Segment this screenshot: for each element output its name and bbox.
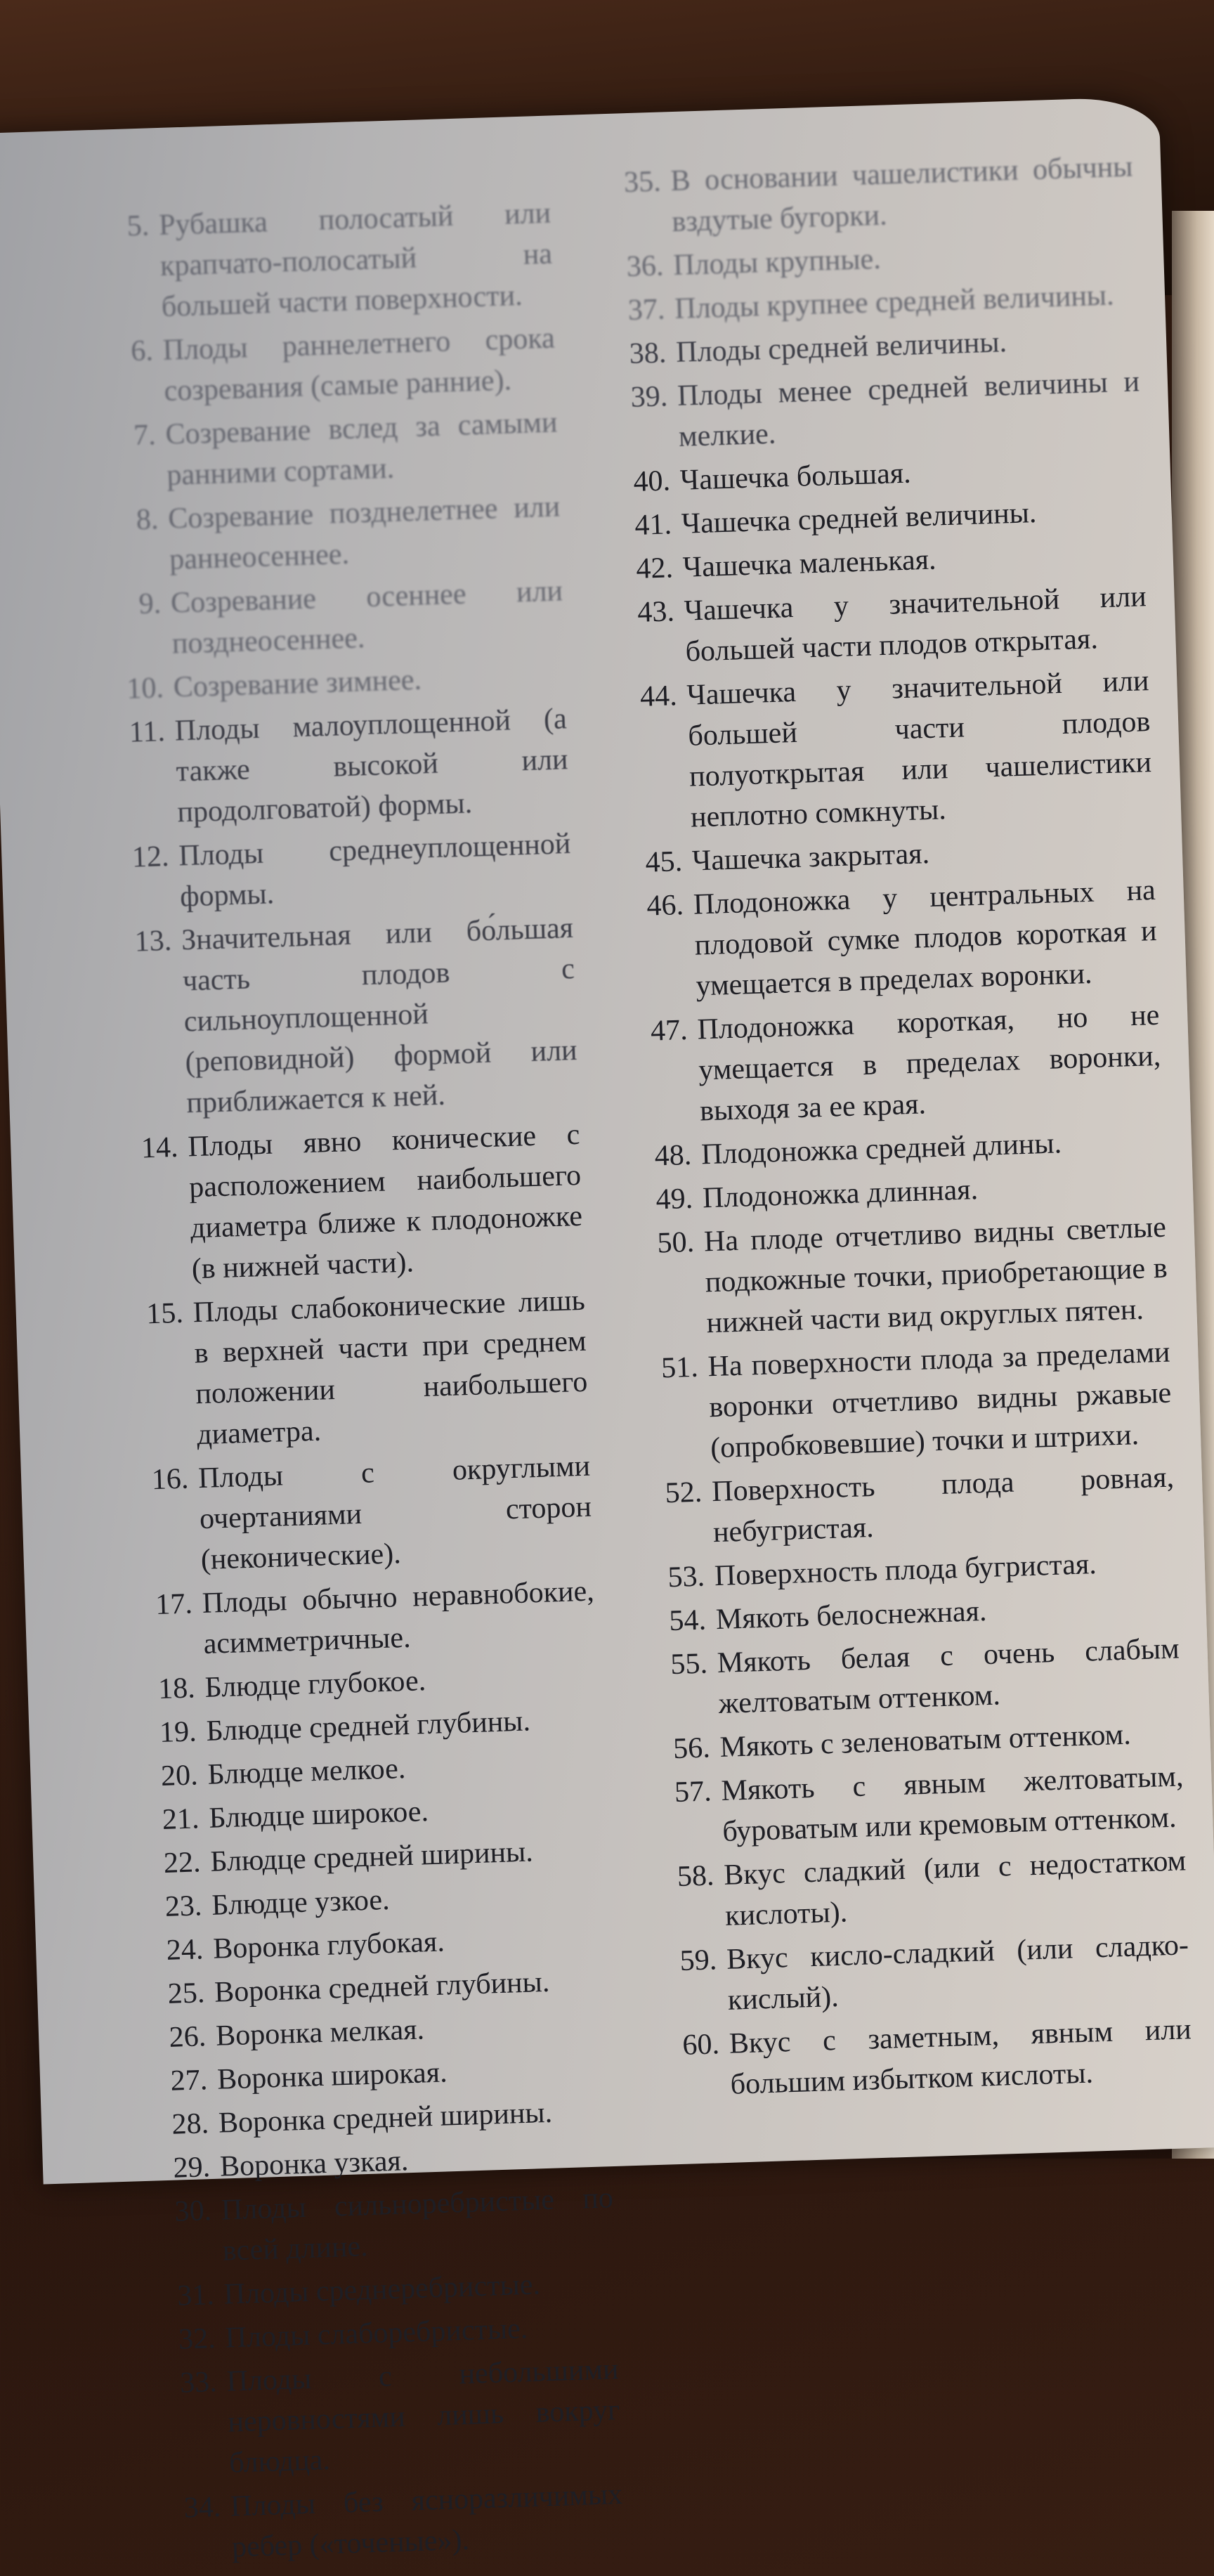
item-text: Мякоть с явным желтоватым, буроватым или кремовым оттенком. (720, 1760, 1184, 1848)
item-text: Плоды явно конические с расположением наибольшего диаметра ближе к плодоножке (в нижней части). (187, 1118, 583, 1286)
item-text: Блюдце широкое. (208, 1795, 429, 1835)
item-text: Вкус кисло-сладкий (или сладко-кислый). (726, 1929, 1189, 2017)
list-item (625, 995, 1163, 1134)
item-text: Плодоножка длинная. (702, 1173, 979, 1215)
list-item (657, 2009, 1193, 2107)
item-text: Плоды слабоконические лишь в верхней части при среднем положении наибольшего диаметра. (192, 1284, 588, 1452)
left-column (86, 193, 624, 2573)
item-number: 45. (644, 845, 683, 879)
item-number: 5. (126, 209, 150, 243)
item-number: 51. (660, 1351, 699, 1385)
item-text: Плоды крупнее средней величины. (674, 279, 1115, 326)
list-item (98, 571, 564, 667)
item-text: Вкус с заметным, явным или большим избытком кислоты. (729, 2013, 1192, 2101)
item-text: Плоды крупные. (672, 242, 882, 282)
item-text: Плоды среднеуплощенной формы. (178, 828, 571, 913)
item-number: 39. (630, 380, 668, 415)
item-number: 52. (665, 1476, 703, 1510)
item-number: 22. (163, 1846, 202, 1880)
item-text: Рубашка полосатый или крапчато-полосатый на большей части поверхности. (158, 197, 553, 323)
item-number: 49. (655, 1182, 693, 1216)
list-item (652, 1840, 1188, 1939)
list-item (149, 2178, 615, 2274)
list-item (93, 402, 559, 498)
item-text: Плоды с небольшими неровностями лишь вокруг блюдца. (226, 2353, 620, 2480)
item-text: Плоды малоуплощенной (а также высокой или продолговатой) формы. (174, 703, 569, 829)
item-number: 38. (629, 337, 667, 371)
item-text: Чашечка закрытая. (691, 838, 930, 878)
item-number: 48. (653, 1138, 692, 1173)
list-item (126, 1446, 593, 1583)
item-text: Плоды сильноребристые по всей длине. (221, 2182, 614, 2268)
item-text: Плоды средней величины. (675, 326, 1007, 369)
list-item (96, 486, 562, 583)
item-text: Плоды без ясноразличимых ребер («точеные»). (230, 2478, 623, 2564)
list-item (91, 318, 556, 414)
item-number: 30. (174, 2194, 212, 2228)
item-text: Поверхность плода бугристая. (714, 1548, 1097, 1593)
list-item (103, 698, 570, 835)
item-text: Воронка узкая. (219, 2145, 409, 2183)
item-number: 47. (650, 1013, 688, 1048)
list-item (621, 870, 1158, 1009)
item-number: 59. (679, 1944, 717, 1977)
item-text: В основании чашелистики обычны вздутые бугорки. (670, 150, 1134, 239)
list-item (639, 1457, 1175, 1556)
item-number: 57. (674, 1775, 712, 1809)
item-number: 36. (626, 249, 665, 284)
item-text: Созревание зимнее. (173, 663, 422, 704)
item-text: Мякоть с зеленоватым оттенком. (719, 1718, 1132, 1764)
item-text: Чашечка у значительной или большей части плодов полуоткрытая или чашелистики неплотно сомкнуты. (686, 665, 1152, 834)
item-number: 19. (159, 1715, 197, 1750)
list-item (632, 1207, 1169, 1346)
list-item (86, 193, 554, 330)
item-number: 54. (668, 1604, 707, 1638)
item-text: Блюдце глубокое. (204, 1665, 426, 1704)
item-text: Плоды слаборебристые. (225, 2312, 528, 2355)
item-number: 23. (164, 1889, 203, 1923)
item-text: Мякоть белоснежная. (715, 1594, 988, 1637)
item-number: 33. (179, 2365, 218, 2400)
list-item (130, 1571, 596, 1667)
item-number: 10. (126, 672, 164, 705)
item-text: Блюдце средней ширины. (209, 1835, 534, 1878)
item-number: 16. (151, 1462, 190, 1497)
item-text: Чашечка у значительной или большей части плодов открытая. (684, 580, 1147, 668)
item-text: Воронка средней глубины. (214, 1965, 550, 2009)
item-number: 15. (145, 1296, 184, 1331)
item-number: 58. (677, 1859, 715, 1893)
item-number: 11. (129, 715, 166, 749)
item-number: 21. (162, 1802, 200, 1836)
list-item (116, 1114, 585, 1292)
list-item (109, 908, 579, 1126)
item-number: 18. (157, 1672, 196, 1706)
item-text: Плодоножка у центральных на плодовой сумке плодов короткая и умещается в пределах воронки. (693, 873, 1158, 1003)
item-text: Вкус сладкий (или с недостатком кислоты). (723, 1845, 1187, 1932)
list-item (121, 1280, 589, 1458)
item-text: Значительная или бо́льшая часть плодов с сильноуплощенной (реповидной) формой или приближается к ней. (181, 911, 578, 1120)
item-number: 34. (183, 2490, 221, 2525)
item-text: Плоды обычно неравнобокие, асимметричные. (202, 1575, 595, 1661)
item-text: Плоды среднеребристые. (223, 2268, 541, 2311)
item-number: 56. (672, 1731, 711, 1766)
item-number: 29. (172, 2151, 211, 2185)
item-number: 60. (681, 2028, 720, 2062)
list-item (158, 2474, 624, 2570)
item-text: Блюдце средней глубины. (205, 1705, 531, 1748)
item-number: 9. (138, 587, 162, 621)
item-number: 8. (136, 503, 159, 537)
item-number: 55. (670, 1647, 708, 1681)
item-text: Плоды раннелетнего срока созревания (самые ранние). (162, 322, 556, 408)
list-item (645, 1628, 1181, 1726)
list-item (155, 2349, 622, 2486)
item-text: Созревание осеннее или позднеосеннее. (170, 575, 563, 661)
item-number: 46. (646, 889, 684, 923)
item-number: 44. (639, 679, 678, 713)
item-number: 14. (141, 1131, 179, 1165)
item-number: 42. (635, 552, 674, 585)
item-number: 53. (667, 1560, 705, 1594)
item-number: 28. (171, 2107, 209, 2141)
item-number: 13. (134, 924, 172, 958)
item-text: Воронка средней ширины. (218, 2096, 553, 2140)
item-text: Плодоножка средней длины. (700, 1127, 1062, 1171)
list-item (636, 1332, 1173, 1471)
item-number: 24. (166, 1933, 204, 1967)
item-text: Блюдце узкое. (211, 1883, 391, 1922)
item-text: Плоды с округлыми очертаниями сторон (неконические). (197, 1450, 592, 1577)
list-item (599, 146, 1135, 245)
item-number: 40. (632, 464, 671, 498)
item-text: Чашечка маленькая. (682, 543, 937, 584)
item-number: 26. (169, 2020, 207, 2054)
item-text: Созревание позднелетнее или раннеосеннее. (167, 490, 561, 576)
item-number: 35. (623, 165, 662, 200)
item-number: 7. (133, 419, 157, 453)
item-number: 43. (637, 595, 675, 629)
item-text: Плодоножка короткая, но не умещается в пределах воронки, выходя за ее края. (696, 998, 1161, 1128)
list-item (654, 1925, 1190, 2023)
list-item (612, 576, 1148, 675)
item-text: Чашечка средней величины. (681, 496, 1037, 540)
item-number: 31. (176, 2279, 215, 2312)
item-number: 41. (634, 508, 672, 542)
item-text: На поверхности плода за пределами воронки отчетливо видны ржавые (опробковевшие) точки и штрихи. (707, 1336, 1172, 1465)
item-number: 12. (131, 840, 170, 874)
item-text: Чашечка большая. (679, 457, 912, 497)
item-text: Мякоть белая с очень слабым желтоватым оттенком. (717, 1632, 1180, 1721)
list-item (615, 661, 1154, 840)
item-number: 25. (167, 1977, 206, 2010)
item-number: 17. (155, 1587, 193, 1622)
book-page (0, 96, 1214, 2564)
item-text: Воронка мелкая. (215, 2013, 425, 2053)
list-item (605, 361, 1141, 460)
item-text: Воронка глубокая. (212, 1925, 445, 1965)
item-number: 27. (169, 2064, 208, 2097)
item-text: Созревание вслед за самыми ранними сортами. (164, 406, 559, 492)
item-text: На плоде отчетливо видны светлые подкожные точки, приобретающие в нижней части вид округлых пятен. (703, 1211, 1168, 1340)
right-column (599, 146, 1194, 2110)
item-text: Воронка широкая. (216, 2056, 448, 2096)
item-text: Блюдце мелкое. (207, 1752, 406, 1791)
list-item (649, 1756, 1185, 1854)
item-number: 6. (130, 334, 154, 368)
item-number: 20. (160, 1759, 199, 1793)
list-item (107, 824, 573, 920)
item-text: Плоды менее средней величины и мелкие. (677, 365, 1140, 453)
item-number: 32. (178, 2322, 216, 2356)
item-text: Поверхность плода ровная, небугристая. (711, 1461, 1175, 1549)
item-number: 37. (627, 293, 666, 327)
item-number: 50. (656, 1225, 695, 1260)
